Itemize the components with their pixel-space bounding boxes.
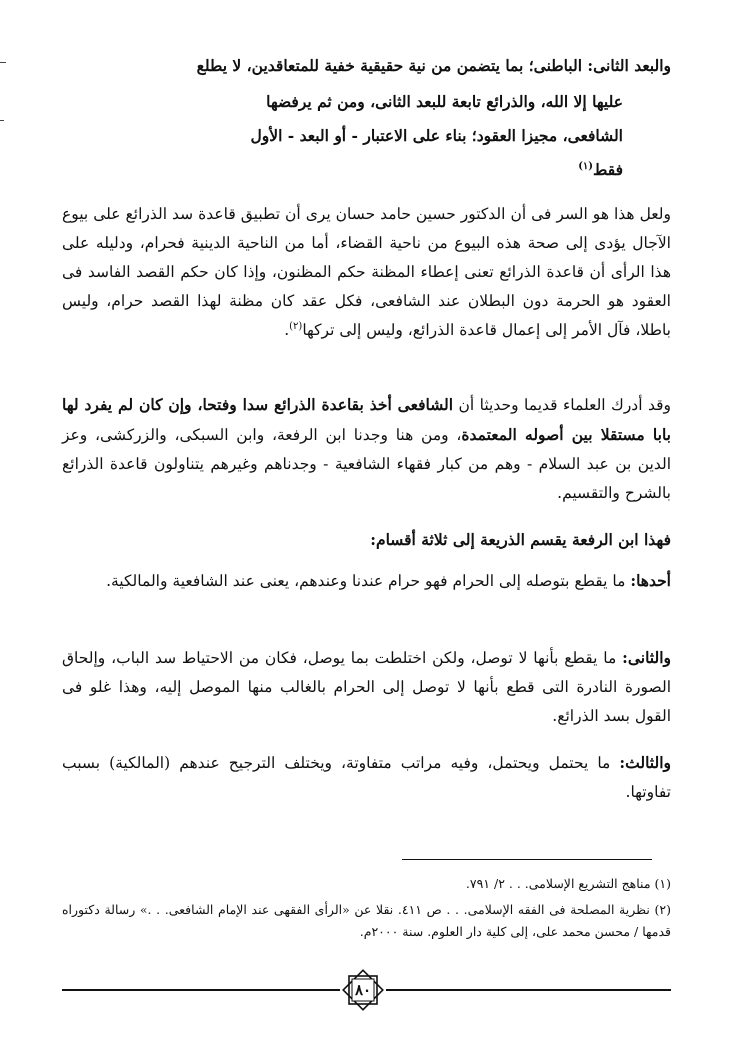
footnote-separator [402,859,652,860]
paragraph-2: ولعل هذا هو السر فى أن الدكتور حسين حامد حسان يرى أن تطبيق قاعدة سد الذرائع على بيوع الآجال يؤدى إلى صحة هذه البيوع من ناحية القضاء، أما من الناحية الدينية فحرام، ودليله على هذا الرأى أن قاعدة الذرائع تعنى إعطاء المظنة حكم المظنون، وإذا كان حكم القصد الفاسد فى العقود هو الحرمة دون البطلان عند الشافعى، فكل عقد كان مظنة لهذا القصد حرام، وليس باطلا، فآل الأمر إلى إعمال قاعدة الذرائع، وليس إلى تركها$^{(٢)}$. [62,205,671,339]
paragraph-1-line-1: والبعد الثانى: الباطنى؛ بما يتضمن من نية حقيقية خفية للمتعاقدين، لا يطلع [196,56,671,75]
page-number-badge [340,967,386,1013]
paragraph-2-text: ولعل هذا هو السر فى أن الدكتور حسين حامد حسان يرى أن تطبيق قاعدة سد الذرائع على بيوع الآجال يؤدى إلى صحة هذه البيوع من ناحية القضاء، أما من الناحية الدينية فحرام، ودليله على هذا الرأى أن قاعدة الذرائع تعنى إعطاء المظنة حكم المظنون، وإذا كان حكم القصد الفاسد فى العقود هو الحرمة دون البطلان عند الشافعى، فكل عقد كان مظنة لهذا القصد حرام، وليس باطلا، فآل الأمر إلى إعمال قاعدة الذرائع، وليس إلى تركها [62,205,671,339]
division-2-label: والثانى: [622,648,671,667]
division-3-label: والثالث: [619,753,671,772]
page-number: ٨٠ [354,981,372,999]
paragraph-3 [62,390,671,508]
paragraph-1-end-text: فقط [593,160,623,179]
division-1-text: ما يقطع بتوصله إلى الحرام فهو حرام عندنا وعندهم، يعنى عند الشافعية والمالكية. [106,572,631,590]
footnote-ref-1: (١) [578,160,594,172]
paragraph-1-line-4 [62,156,623,184]
paragraph-3-text-a: وقد أدرك العلماء قديما وحديثا أن [458,396,671,414]
division-2 [62,643,671,731]
footnote-1: (١) مناهج التشريع الإسلامى. . . ٢/ ٧٩١. [465,876,671,891]
margin-mark-middle [0,120,4,121]
paragraph-1-line-2: عليها إلا الله، والذرائع تابعة للبعد الثانى، ومن ثم يرفضها [266,92,623,111]
division-2-text: ما يقطع بأنها لا توصل، ولكن اختلطت بما يوصل، فكان من الاحتياط سد الباب، وإلحاق الصورة النادرة التى قطع بأنها لا توصل إلى الحرام بالغالب منها الموصل إليه، وهذا غلو فى القول بسد الذرائع. [62,649,671,725]
division-1 [62,567,671,595]
footnote-ref-2: (٢) [289,320,303,332]
footnote-2: (٢) نظرية المصلحة فى الفقه الإسلامى. . . ص ٤١١. نقلا عن «الرأى الفقهى عند الإمام الشافعى. . .» رسالة دكتوراه قدمها / محسن محمد على، إلى كلية دار العلوم. سنة ٢٠٠٠م. [62,902,671,939]
division-3-text: ما يحتمل ويحتمل، وفيه مراتب متفاوتة، ويختلف الترجيح عندهم (المالكية) بسبب تفاوتها. [62,754,671,801]
paragraph-1-line-3: الشافعى، مجيزا العقود؛ بناء على الاعتبار - أو البعد - الأول [250,126,623,145]
bottom-rule-right [386,989,671,991]
bottom-rule-left [62,989,340,991]
paragraph-3-text-c: ، ومن هنا وجدنا ابن الرفعة، وابن السبكى، والزركشى، وعز الدين بن عبد السلام - وهم من كبار فقهاء الشافعية - وجدناهم وغيرهم يتناولون قاعدة الذرائع بالشرح والتقسيم. [62,426,671,502]
division-3 [62,748,671,807]
paragraph-4: فهذا ابن الرفعة يقسم الذريعة إلى ثلاثة أقسام: [370,530,671,549]
paragraph-3-bold: الشافعى أخذ بقاعدة الذرائع سدا وفتحا، وإن كان لم يفرد لها بابا مستقلا بين أصوله المعتمدة [62,395,671,444]
margin-mark-top [0,62,6,63]
division-1-label: أحدها: [630,571,671,590]
